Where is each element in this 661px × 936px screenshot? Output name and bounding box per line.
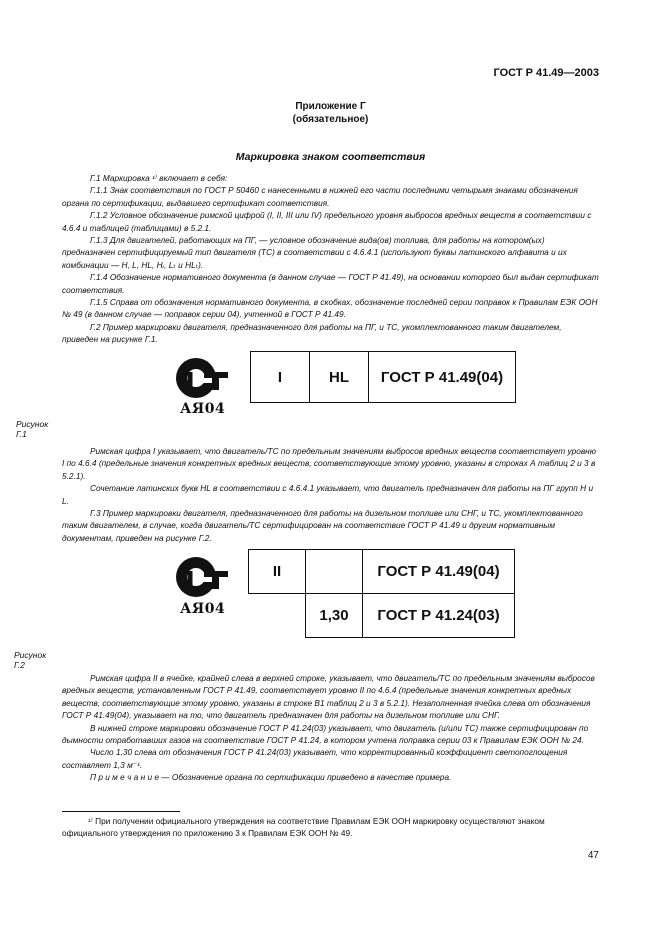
conformity-mark-icon: [174, 555, 234, 601]
paragraph: Г.1.4 Обозначение нормативного документа (в данном случае — ГОСТ Р 41.49), на основании которого был выдан сертификат соответствия.: [62, 272, 599, 295]
annex-heading: [0, 100, 661, 126]
paragraph: Число 1,30 слева от обозначения ГОСТ Р 41.24(03) указывает, что корректированный коэффициент светопоглощения составляет 1,3 м⁻¹.: [62, 747, 568, 770]
mark-cell-level: II: [249, 550, 306, 594]
mark-cell-empty: [306, 550, 363, 594]
paragraph: Г.3 Пример маркировки двигателя, предназначенного для работы на дизельном топливе или СНГ, и ТС, укомплектованного таким двигателем, в случае, когда двигатель/ТС сертифицирован на соответствие ГОСТ Р 41.49 и другим нормативным документам, приведен на рисунке Г.2.: [62, 508, 583, 543]
paragraphs-block-2: [62, 445, 600, 544]
footnote-divider: [62, 811, 180, 812]
mark-cell-fuel: HL: [310, 352, 369, 403]
paragraph: Римская цифра I указывает, что двигатель/ТС по предельным значениям выбросов вредных веществ соответствует уровню I по 4.6.4 (предельные значения конкретных вредных веществ, соответствующие этому уровню, указаны в строках А таблиц 2 и 3 в 5.2.1).: [62, 446, 596, 481]
mark-cell-level: I: [251, 352, 310, 403]
logo-code: АЯ04: [180, 401, 226, 417]
mark-cell-blank: [249, 594, 306, 638]
mark-cell-coefficient: 1,30: [306, 594, 363, 638]
paragraph: Г.1.1 Знак соответствия по ГОСТ Р 50460 с нанесенными в нижней его части последними четырьмя знаками обозначения органа по сертификации, выдавшего сертификат соответствия.: [62, 185, 578, 208]
paragraph: Сочетание латинских букв HL в соответствии с 4.6.4.1 указывает, что двигатель предназначен для работы на ПГ групп H и L.: [62, 483, 594, 506]
page-number: 47: [587, 850, 599, 861]
paragraph: Г.1 Маркировка ¹⁾ включает в себя:: [90, 173, 228, 183]
paragraph: В нижней строке маркировки обозначение ГОСТ Р 41.24(03) указывает, что двигатель (и/или ТС) также сертифицирован по дымности отработавших газов на соответствие ГОСТ Р 41.24, в котором учтена поправка серии 03 к Правилам ЕЭК ООН № 24.: [62, 722, 589, 746]
mark-table-2: [248, 549, 515, 638]
conformity-mark-icon: [174, 356, 234, 402]
mark-cell-standard-2: ГОСТ Р 41.24(03): [363, 594, 515, 638]
footnote-text: ¹⁾ При получении официального утверждения на соответствие Правилам ЕЭК ООН маркировку осуществляют знаком официального утверждения по приложению 3 к Правилам ЕЭК ООН № 49.: [62, 816, 545, 838]
footnote: [62, 815, 600, 839]
paragraph: Г.1.5 Справа от обозначения нормативного документа, в скобках, обозначение последней серии поправок к Правилам ЕЭК ООН № 49 (в данном случае — поправок серии 04), учтенной в ГОСТ Р 41.49.: [62, 297, 598, 320]
annex-title: Приложение Г: [295, 101, 366, 112]
paragraph: Г.2 Пример маркировки двигателя, предназначенного для работы на ПГ, и ТС, укомплектованного таким двигателем, приведен на рисунке Г.1.: [62, 321, 562, 345]
mark-cell-standard: ГОСТ Р 41.49(04): [369, 352, 516, 403]
standard-header: ГОСТ Р 41.49—2003: [493, 67, 599, 79]
paragraphs-block-1: [62, 172, 600, 346]
document-page: ГОСТ Р 41.49—2003 Приложение Г (обязательное) Маркировка знаком соответствия Г.1 Маркировка ¹⁾ включает в себя: Г.1.1 Знак соответствия по ГОСТ Р 50460 с нанесенными в нижней его части последними четырьмя знаками обозначения органа по сертификации, выдавшего сертификат соответствия. Г.1.2 Условное обозначение римской цифрой (I, II, III или IV) предельного уровня выбросов вредных веществ в соответствии с 4.6.4 и таблицей (таблицами) в 5.2.1. Г.1.3 Для двигателей, работающих на ПГ, — условное обозначение вида(ов) топлива, для работы на котором(ых) предназначен сертифицируемый тип двигателя (ТС) в соответствии с 4.6.4.1 (используют буквы латинского алфавита и их комбинации — H, L, HL, Hᵣ, Lₜ и HLₜ). Г.1.4 Обозначение нормативного документа (в данном случае — ГОСТ Р 41.49), на основании которого был выдан сертификат соответствия. Г.1.5 Справа от обозначения нормативного документа, в скобках, обозначение последней серии поправок к Правилам ЕЭК ООН № 49 (в данном случае — поправок серии 04), учтенной в ГОСТ Р 41.49. Г.2 Пример маркировки двигателя, предназначенного для работы на ПГ, и ТС, укомплектованного таким двигателем, приведен на рисунке Г.1. АЯ04 I HL ГОСТ Р 41.49(04) Рисунок Г.1 Римская цифра I указывает, что двигатель/ТС по предельным значениям выбросов вредных веществ соответствует уровню I по 4.6.4 (предельные значения конкретных вредных веществ, соответствующие этому уровню, указаны в строках А таблиц 2 и 3 в 5.2.1). Сочетание латинских букв HL в соответствии с 4.6.4.1 указывает, что двигатель предназначен для работы на ПГ групп H и L. Г.3 Пример маркировки двигателя, предназначенного для работы на дизельном топливе или СНГ, и ТС, укомплектованного таким двигателем, в случае, когда двигатель/ТС сертифицирован на соответствие ГОСТ Р 41.49 и другим нормативным документам, приведен на рисунке Г.2. АЯ04 II ГОСТ Р 41.49(04) 1,30 ГОСТ Р 41.24(03) Рисунок Г.2 Римская цифра II в ячейке, крайней слева в верхней строке, указывает, что двигатель/ТС по предельным значениям выбросов вредных веществ, установленным ГОСТ Р 41.49, соответствует уровню II по 4.6.4 (предельные значения конкретных вредных веществ, соответствующие этому уровню, указаны в строке B1 таблиц 2 и 3 в 5.2.1). Незаполненная ячейка слева от обозначения ГОСТ Р 41.49(04), указывает на то, что двигатель предназначен для работы на дизельном топливе или СНГ. В нижней строке маркировки обозначение ГОСТ Р 41.24(03) указывает, что двигатель (и/или ТС) также сертифицирован по дымности отработавших газов на соответствие ГОСТ Р 41.24, в котором учтена поправка серии 03 к Правилам ЕЭК ООН № 24. Число 1,30 слева от обозначения ГОСТ Р 41.24(03) указывает, что корректированный коэффициент светопоглощения составляет 1,3 м⁻¹. П р и м е ч а н и е — Обозначение органа по сертификации приведено в качестве примера. ¹⁾ При получении официального утверждения на соответствие Правилам ЕЭК ООН маркировку осуществляют знаком официального утверждения по приложению 3 к Правилам ЕЭК ООН № 49. 47: [0, 0, 661, 936]
annex-status: (обязательное): [292, 114, 369, 125]
logo-code: АЯ04: [180, 601, 226, 617]
paragraph: Г.1.2 Условное обозначение римской цифрой (I, II, III или IV) предельного уровня выбросов вредных веществ в соответствии с 4.6.4 и таблицей (таблицами) в 5.2.1.: [62, 210, 592, 233]
mark-table-1: [250, 351, 516, 403]
paragraphs-block-3: [62, 672, 600, 784]
paragraph: П р и м е ч а н и е — Обозначение органа по сертификации приведено в качестве примера.: [90, 772, 452, 783]
mark-cell-standard: ГОСТ Р 41.49(04): [363, 550, 515, 594]
paragraph: Римская цифра II в ячейке, крайней слева в верхней строке, указывает, что двигатель/ТС по предельным значениям выбросов вредных веществ, установленным ГОСТ Р 41.49, соответствует уровню II по 4.6.4 (предельные значения конкретных вредных веществ, соответствующие этому уровню, указаны в строке B1 таблиц 2 и 3 в 5.2.1). Незаполненная ячейка слева от обозначения ГОСТ Р 41.49(04), указывает на то, что двигатель предназначен для работы на дизельном топливе или СНГ.: [62, 673, 595, 721]
section-title: Маркировка знаком соответствия: [235, 151, 426, 163]
paragraph: Г.1.3 Для двигателей, работающих на ПГ, — условное обозначение вида(ов) топлива, для работы на котором(ых) предназначен сертифицируемый тип двигателя (ТС) в соответствии с 4.6.4.1 (используют буквы латинского алфавита и их комбинации — H, L, HL, Hᵣ, Lₜ и HLₜ).: [62, 235, 567, 270]
